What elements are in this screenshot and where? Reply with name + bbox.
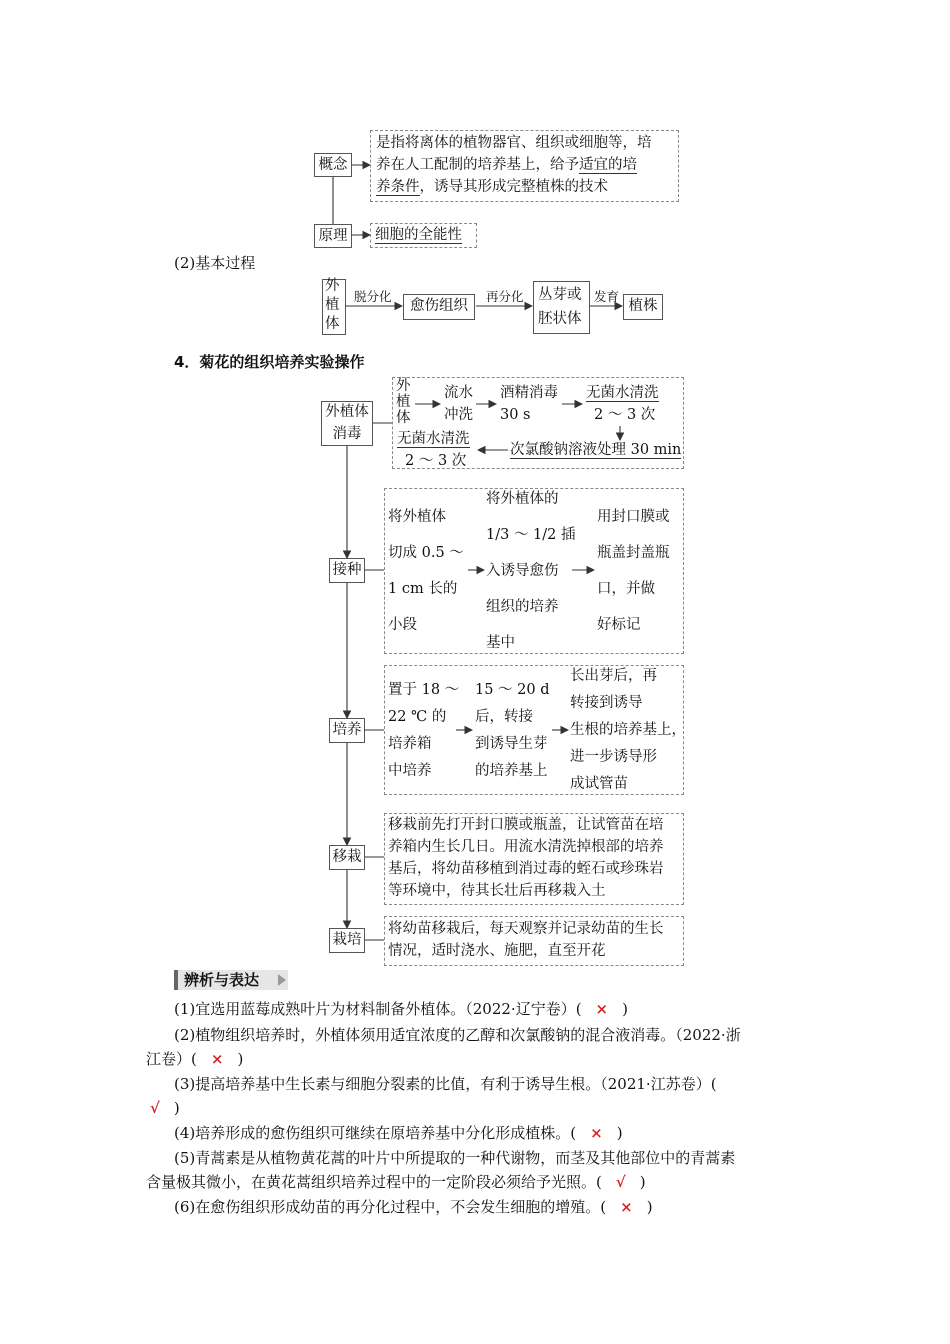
inoculate-c1-1: 将外植体 (388, 509, 446, 525)
question-2-line-1: (2)植物组织培养时，外植体须用适宜浓度的乙醇和次氯酸钠的混合液消毒。（2022·浙 (174, 1026, 741, 1044)
culture-c3-3: 生根的培养基上， (570, 722, 686, 738)
culture-c3-2: 转接到诱导 (570, 695, 643, 711)
question-5-line-1: (5)青蒿素是从植物黄花蒿的叶片中所提取的一种代谢物，而茎及其他部位中的青蒿素 (174, 1149, 736, 1167)
culture-c2-1: 15 ～ 20 d (475, 682, 550, 698)
culture-c3-1: 长出芽后，再 (570, 668, 657, 684)
question-4-mark: × (590, 1124, 603, 1142)
concept-underline-1: 适宜的培 (579, 157, 637, 173)
question-2-mark: × (210, 1050, 224, 1068)
section-4-title: 4．菊花的组织培养实验操作 (174, 353, 365, 371)
question-2-line-2: 江卷）( × ) (146, 1050, 244, 1068)
transplant-line-1: 移栽前先打开封口膜或瓶盖，让试管苗在培 (388, 817, 664, 833)
inoculate-c3-3: 口，并做 (597, 581, 655, 597)
question-3-line-1: (3)提高培养基中生长素与细胞分裂素的比值，有利于诱导生根。（2021·江苏卷）( (174, 1075, 717, 1093)
process-explant: 外植体 (325, 278, 340, 332)
cultivate-line-2: 情况，适时浇水、施肥，直至开花 (388, 943, 606, 959)
inoculate-c2-1: 将外植体的 (486, 491, 559, 507)
concept-line-1: 是指将离体的植物器官、组织或细胞等，培 (376, 135, 652, 151)
culture-label: 培养 (329, 718, 365, 743)
inoculate-c2-3: 入诱导愈伤 (486, 563, 559, 579)
disinfect-alcohol-1: 酒精消毒 (500, 385, 558, 401)
culture-c2-2: 后，转接 (475, 709, 533, 725)
process-bud-line-1: 丛芽或 (538, 287, 582, 303)
analysis-title: 辨析与表达 (184, 971, 260, 989)
principle-text: 细胞的全能性 (375, 227, 462, 243)
inoculate-c2-2: 1/3 ～ 1/2 插 (486, 527, 576, 543)
disinfect-times-2: 2 ～ 3 次 (405, 453, 467, 469)
culture-c1-1: 置于 18 ～ (388, 682, 460, 698)
disinfect-water-1: 流水 (444, 385, 473, 401)
concept-line-3: 养条件，诱导其形成完整植株的技术 (376, 179, 608, 195)
process-arrow-label-1: 脱分化 (354, 289, 392, 304)
process-arrow-label-3: 发育 (594, 289, 620, 304)
process-bud-line-2: 胚状体 (538, 311, 582, 327)
question-1-mark: × (595, 1000, 609, 1018)
process-plant: 植株 (623, 294, 663, 320)
analysis-title-triangle-icon (278, 974, 286, 986)
question-6-mark: × (620, 1198, 633, 1216)
inoculate-c1-2: 切成 0.5 ～ (388, 545, 464, 561)
cultivate-line-1: 将幼苗移栽后，每天观察并记录幼苗的生长 (388, 921, 664, 937)
culture-c1-2: 22 ℃ 的 (388, 709, 447, 725)
question-1: (1)宜选用蓝莓成熟叶片为材料制备外植体。（2022·辽宁卷）( × ) (174, 1000, 628, 1018)
disinfect-alcohol-2: 30 s (500, 407, 531, 423)
concept-underline-2: 养条件 (376, 179, 420, 195)
process-callus: 愈伤组织 (403, 294, 475, 320)
question-4: (4)培养形成的愈伤组织可继续在原培养基中分化形成植株。( × ) (174, 1124, 623, 1142)
question-3-line-2: √ ) (146, 1097, 180, 1119)
disinfect-sterile-1: 无菌水清洗 (586, 385, 659, 401)
question-3-mark: √ (150, 1099, 160, 1117)
culture-c2-4: 的培养基上 (475, 763, 548, 779)
question-6: (6)在愈伤组织形成幼苗的再分化过程中，不会发生细胞的增殖。( × ) (174, 1198, 653, 1216)
transplant-line-2: 养箱内生长几日。用流水清洗掉根部的培养 (388, 839, 664, 855)
process-heading: (2)基本过程 (174, 254, 256, 272)
inoculate-c3-4: 好标记 (597, 617, 641, 633)
disinfect-explant: 外植体 (396, 378, 411, 426)
concept-label: 概念 (314, 153, 352, 177)
inoculate-c3-1: 用封口膜或 (597, 509, 670, 525)
disinfect-naclo: 次氯酸钠溶液处理 30 min (510, 442, 682, 458)
question-5-mark: √ (615, 1173, 626, 1191)
cultivate-label: 栽培 (329, 928, 365, 953)
disinfect-times-1: 2 ～ 3 次 (594, 407, 656, 423)
inoculate-c2-5: 基中 (486, 635, 515, 651)
inoculate-c1-3: 1 cm 长的 (388, 581, 458, 597)
culture-c1-3: 培养箱 (388, 736, 432, 752)
question-5-line-2: 含量极其微小，在黄花蒿组织培养过程中的一定阶段必须给予光照。( √ ) (146, 1173, 646, 1191)
concept-line-2: 养在人工配制的培养基上，给予适宜的培 (376, 157, 637, 173)
disinfect-label-2: 消毒 (332, 426, 362, 442)
transplant-line-4: 等环境中，待其长壮后再移栽入土 (388, 883, 606, 899)
inoculate-c1-4: 小段 (388, 617, 417, 633)
disinfect-label-1: 外植体 (325, 404, 369, 420)
culture-c2-3: 到诱导生芽 (475, 736, 548, 752)
culture-c3-4: 进一步诱导形 (570, 749, 657, 765)
disinfect-sterile-2: 无菌水清洗 (397, 431, 470, 447)
principle-label: 原理 (314, 224, 352, 248)
transplant-label: 移栽 (329, 845, 365, 870)
culture-c1-4: 中培养 (388, 763, 432, 779)
inoculate-c2-4: 组织的培养 (486, 599, 559, 615)
inoculate-label: 接种 (329, 558, 365, 583)
process-arrow-label-2: 再分化 (486, 289, 524, 304)
disinfect-water-2: 冲洗 (444, 407, 473, 423)
transplant-line-3: 基后，将幼苗移植到消过毒的蛭石或珍珠岩 (388, 861, 664, 877)
inoculate-c3-2: 瓶盖封盖瓶 (597, 545, 670, 561)
culture-c3-5: 成试管苗 (570, 776, 628, 792)
